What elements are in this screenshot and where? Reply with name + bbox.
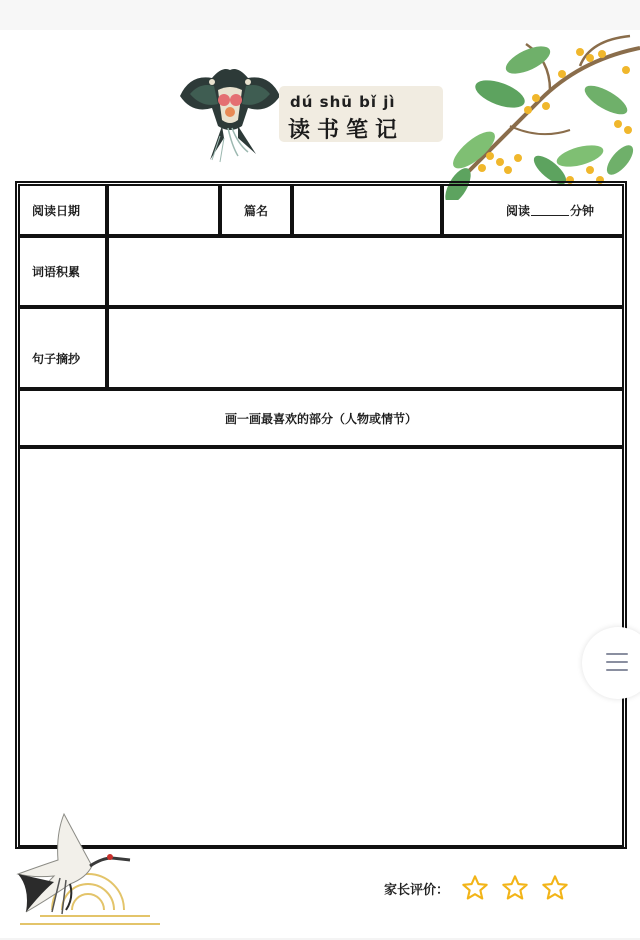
top-strip [0, 0, 640, 30]
osmanthus-branch-illustration [430, 30, 640, 200]
menu-icon [606, 653, 628, 655]
star-icon[interactable] [501, 874, 529, 902]
crane-illustration [0, 800, 170, 935]
drawing-prompt: 画一画最喜欢的部分（人物或情节） [18, 389, 624, 447]
drawing-area[interactable] [18, 447, 624, 847]
menu-icon-bar [606, 661, 628, 663]
reading-date-field[interactable] [107, 184, 220, 236]
title-pinyin: dú shū bǐ jì [290, 93, 396, 111]
reading-time-field[interactable] [531, 205, 569, 216]
vocab-field[interactable] [107, 236, 624, 307]
reading-time-suffix: 分钟 [569, 203, 594, 218]
parent-rating [384, 874, 581, 902]
reading-time-cell [442, 184, 624, 236]
sentence-label: 句子摘抄 [18, 307, 107, 389]
page-title: 读书笔记 [288, 118, 405, 143]
chapter-label: 篇名 [220, 184, 292, 236]
star-icon[interactable] [541, 874, 569, 902]
parent-rating-label: 家长评价： [384, 882, 450, 898]
star-icon[interactable] [461, 874, 489, 902]
reading-date-label: 阅读日期 [18, 184, 107, 236]
chapter-field[interactable] [292, 184, 442, 236]
reading-time-prefix: 阅读 [505, 203, 530, 218]
sentence-field[interactable] [107, 307, 624, 389]
menu-icon-bar [606, 669, 628, 671]
vocab-label: 词语积累 [18, 236, 107, 307]
kite-illustration [172, 56, 284, 168]
